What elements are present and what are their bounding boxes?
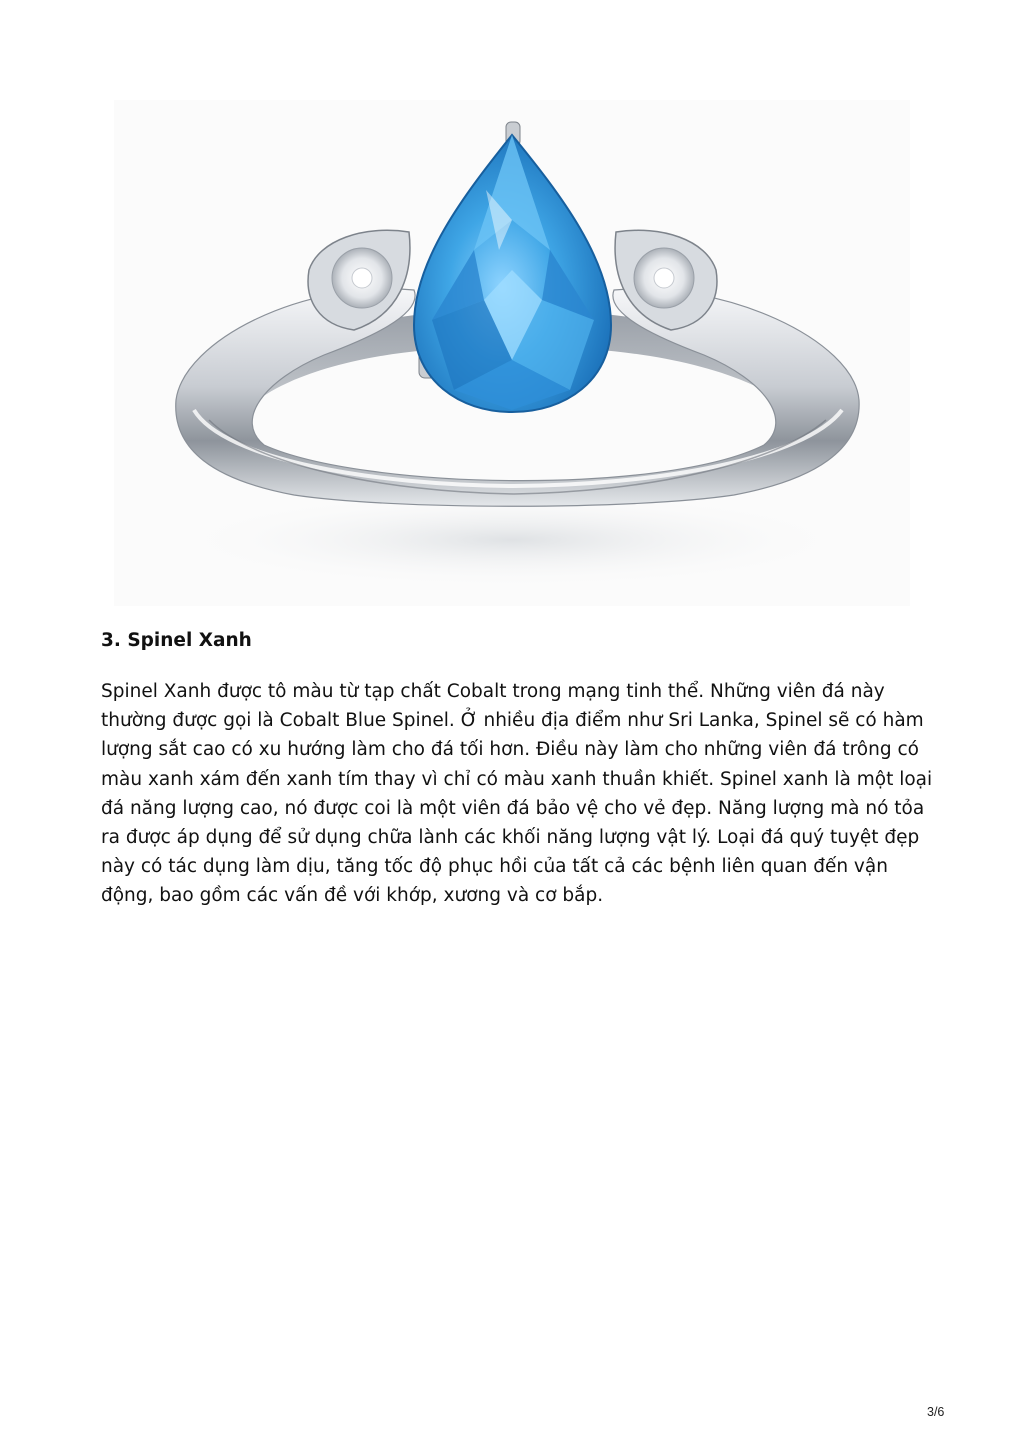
section-heading: 3. Spinel Xanh <box>101 630 252 651</box>
paragraph-line: động, bao gồm các vấn đề với khớp, xương và cơ bắp. <box>101 885 604 907</box>
paragraph-line: ra được áp dụng để sử dụng chữa lành các khối năng lượng vật lý. Loại đá quý tuyệt đẹp <box>101 827 920 849</box>
paragraph-line: Spinel Xanh được tô màu từ tạp chất Cobalt trong mạng tinh thể. Những viên đá này <box>101 681 885 702</box>
ring-photo <box>114 100 910 606</box>
paragraph-line: thường được gọi là Cobalt Blue Spinel. Ở nhiều địa điểm như Sri Lanka, Spinel sẽ có hàm <box>101 710 924 732</box>
body-paragraph <box>101 677 933 911</box>
page-number: 3/6 <box>927 1405 945 1419</box>
paragraph-line: màu xanh xám đến xanh tím thay vì chỉ có màu xanh thuần khiết. Spinel xanh là một loại <box>101 768 933 790</box>
paragraph-line: đá năng lượng cao, nó được coi là một viên đá bảo vệ cho vẻ đẹp. Năng lượng mà nó tỏa <box>101 797 925 819</box>
paragraph-line: này có tác dụng làm dịu, tăng tốc độ phục hồi của tất cả các bệnh liên quan đến vận <box>101 856 888 878</box>
blue-spinel-ring-illustration <box>114 100 910 606</box>
paragraph-line: lượng sắt cao có xu hướng làm cho đá tối hơn. Điều này làm cho những viên đá trông có <box>101 739 919 761</box>
